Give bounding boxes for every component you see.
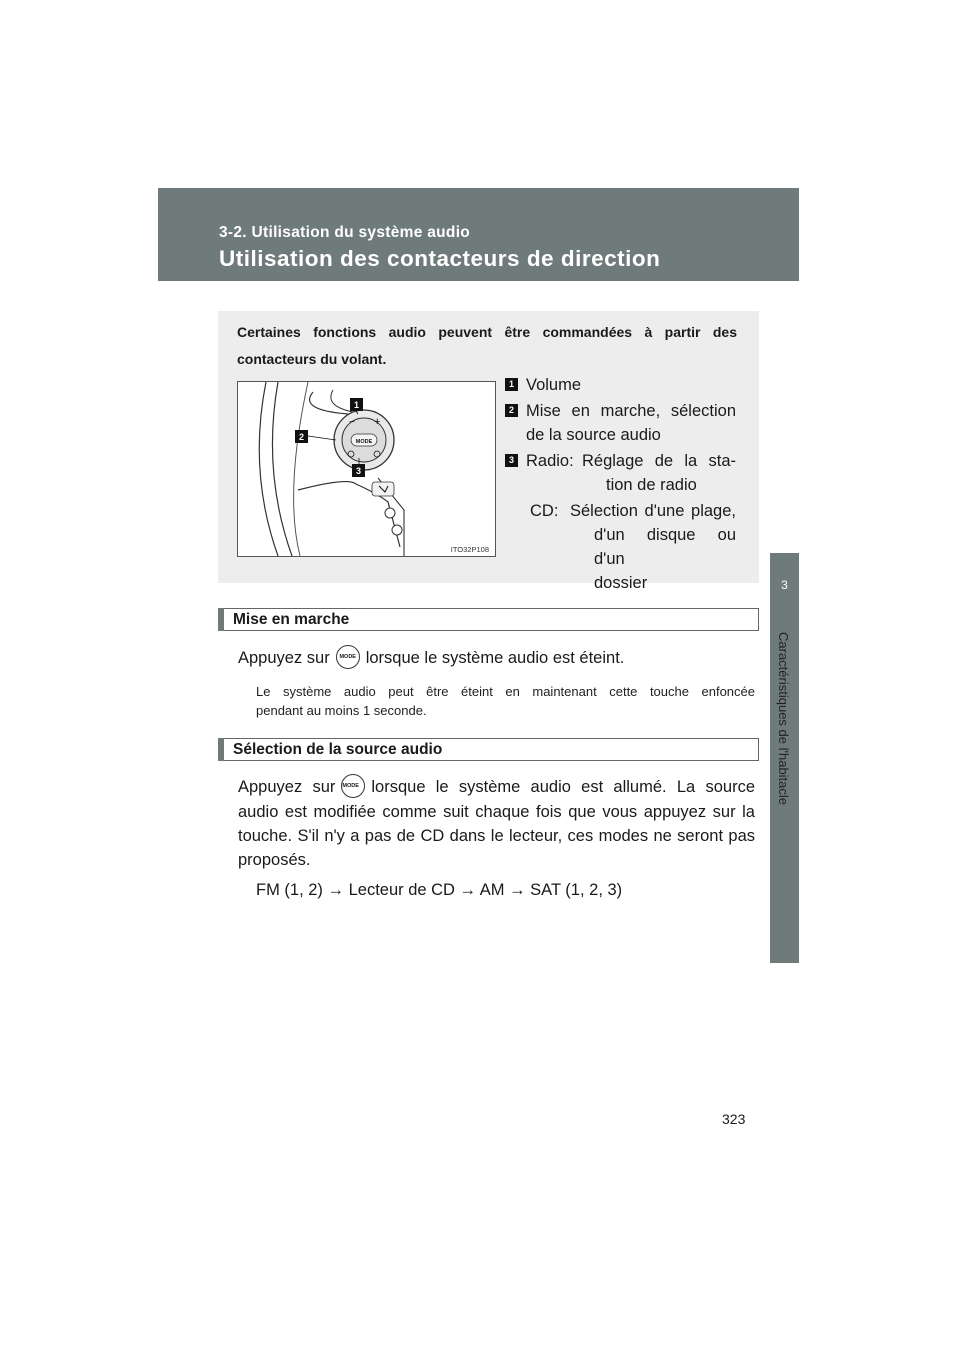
chapter-number: 3 — [781, 578, 788, 592]
section2-line4: proposés. — [238, 850, 311, 869]
legend-text-line2: de la source audio — [526, 426, 661, 444]
section1-text — [238, 646, 755, 671]
section-label: 3-2. Utilisation du système audio — [219, 224, 471, 241]
intro-box — [218, 311, 759, 592]
figure-legend — [505, 373, 736, 597]
legend-badge: 3 — [505, 454, 518, 467]
svg-text:+: + — [374, 416, 381, 428]
radio-text-line2: tion de radio — [606, 476, 697, 494]
page-header — [158, 188, 799, 281]
legend-item-volume — [505, 373, 736, 397]
source-sequence: FM (1, 2) → Lecteur de CD → AM → SAT (1, 2, 3) — [256, 880, 623, 899]
svg-text:3: 3 — [355, 466, 362, 476]
steering-wheel-illustration — [238, 382, 495, 556]
legend-badge: 2 — [505, 404, 518, 417]
note-line1: Le système audio peut être éteint en maintenant cette touche enfoncée — [256, 684, 755, 699]
cd-label: CD: — [530, 502, 559, 520]
intro-text-line1: Certaines fonctions audio peuvent être commandées à partir des — [237, 324, 737, 340]
cd-text-line1: Sélection d'une plage, — [570, 502, 736, 520]
legend-badge: 1 — [505, 378, 518, 391]
chapter-label: Caractéristiques de l'habitacle — [776, 632, 791, 806]
note-line2: pendant au moins 1 seconde. — [256, 703, 427, 718]
heading-bar — [218, 738, 224, 761]
section1-text-after: lorsque le système audio est éteint. — [365, 649, 625, 667]
page-number: 323 — [722, 1111, 746, 1127]
section2-line2: audio est modifiée comme suit chaque fois que vous appuyez sur la — [238, 802, 755, 821]
figure-code: ITO32P108 — [450, 545, 489, 554]
intro-text-line2: contacteurs du volant. — [237, 351, 387, 367]
section2-line3: touche. S'il n'y a pas de CD dans le lecteur, ces modes ne seront pas — [238, 826, 755, 845]
section-heading-source — [218, 738, 759, 761]
heading-bar — [218, 608, 224, 631]
section1-note — [256, 682, 755, 720]
steering-switch-figure — [237, 381, 496, 557]
legend-text: Volume — [526, 376, 582, 394]
section2-line1-before: Appuyez sur — [238, 778, 336, 796]
legend-item-power — [505, 399, 736, 447]
mode-button-icon: MODE — [341, 774, 365, 798]
section-heading-power — [218, 608, 759, 631]
section-heading-text: Mise en marche — [233, 611, 350, 628]
figure-mode-label: MODE — [355, 439, 373, 445]
legend-item-tuning — [505, 449, 736, 595]
page-title: Utilisation des contacteurs de direction — [219, 246, 661, 271]
cd-text-line3: dossier — [594, 574, 648, 592]
svg-text:2: 2 — [298, 432, 305, 442]
section2-text — [238, 775, 755, 902]
section1-text-before: Appuyez sur — [238, 649, 330, 667]
legend-text-line1: Mise en marche, sélection — [526, 402, 736, 420]
section-heading-text: Sélection de la source audio — [233, 741, 443, 758]
section2-line1-after: lorsque le système audio est allumé. La source — [371, 778, 755, 796]
mode-button-icon: MODE — [336, 645, 360, 669]
cd-text-line2: d'un disque ou d'un — [594, 526, 736, 568]
svg-text:−: − — [349, 417, 355, 428]
radio-text-line1: Réglage de la sta- — [582, 452, 736, 470]
svg-text:1: 1 — [353, 400, 360, 410]
radio-label: Radio: — [526, 452, 574, 470]
